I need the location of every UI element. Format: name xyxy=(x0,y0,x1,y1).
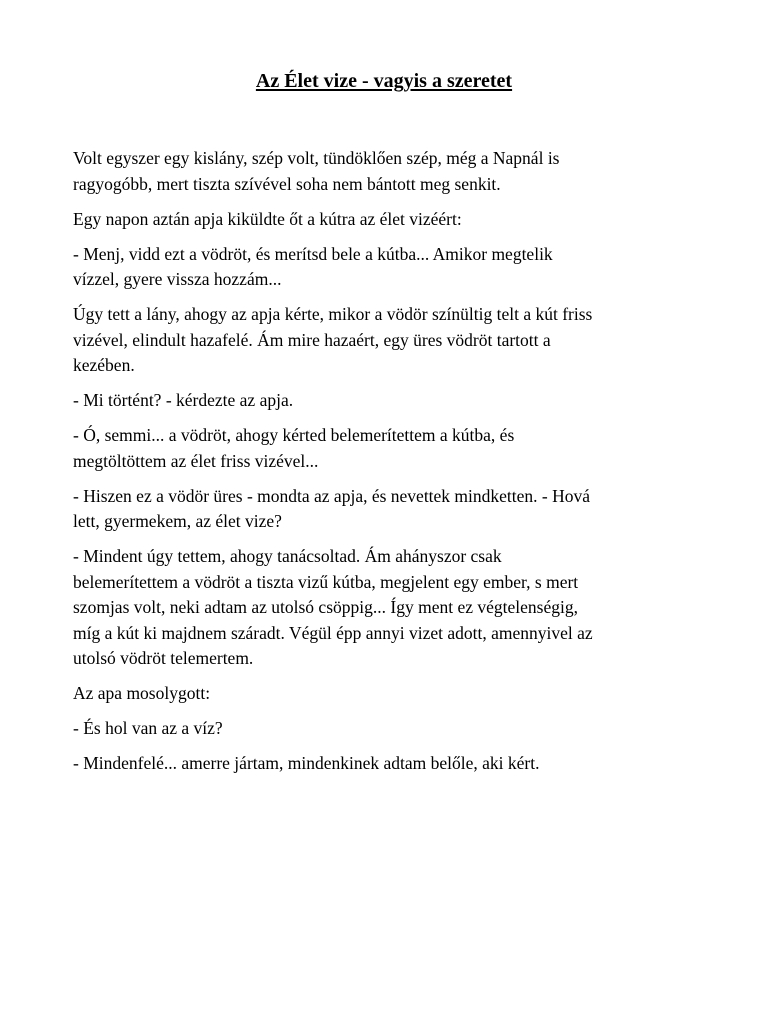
text-line: - És hol van az a víz? xyxy=(73,718,223,738)
paragraph-4 xyxy=(73,302,703,379)
paragraph-10 xyxy=(73,716,703,742)
text-line: Az apa mosolygott: xyxy=(73,683,211,703)
text-line: vízzel, gyere vissza hozzám... xyxy=(73,269,282,289)
paragraph-1 xyxy=(73,146,703,197)
paragraph-5 xyxy=(73,388,703,414)
text-line: - Mi történt? - kérdezte az apja. xyxy=(73,390,294,410)
text-line: míg a kút ki majdnem száradt. Végül épp annyi vizet adott, amennyivel az xyxy=(73,622,593,643)
paragraph-6 xyxy=(73,423,703,474)
text-line: - Hiszen ez a vödör üres - mondta az apja, és nevettek mindketten. - Hová xyxy=(73,485,591,506)
text-line: - Ó, semmi... a vödröt, ahogy kérted belemerítettem a kútba, és xyxy=(73,425,515,445)
text-line: Egy napon aztán apja kiküldte őt a kútra az élet vizéért: xyxy=(73,208,462,229)
paragraph-3 xyxy=(73,242,703,293)
text-line: - Menj, vidd ezt a vödröt, és merítsd bele a kútba... Amikor megtelik xyxy=(73,243,553,264)
text-line: - Mindent úgy tettem, ahogy tanácsoltad. Ám ahányszor csak xyxy=(73,546,502,566)
document-body xyxy=(73,146,703,786)
paragraph-2 xyxy=(73,207,703,233)
text-line: kezében. xyxy=(73,355,135,375)
text-line: megtöltöttem az élet friss vizével... xyxy=(73,450,319,471)
paragraph-8 xyxy=(73,544,703,672)
text-line: ragyogóbb, mert tiszta szívével soha nem bántott meg senkit. xyxy=(73,173,501,194)
text-line: Volt egyszer egy kislány, szép volt, tündöklően szép, még a Napnál is xyxy=(73,148,560,168)
text-line: - Mindenfelé... amerre jártam, mindenkinek adtam belőle, aki kért. xyxy=(73,753,540,773)
paragraph-9 xyxy=(73,681,703,707)
text-line: Úgy tett a lány, ahogy az apja kérte, mikor a vödör színültig telt a kút friss xyxy=(73,304,593,324)
text-line: lett, gyermekem, az élet vize? xyxy=(73,511,282,531)
paragraph-11 xyxy=(73,751,703,777)
document-title: Az Élet vize - vagyis a szeretet xyxy=(255,70,513,92)
text-line: utolsó vödröt telemertem. xyxy=(73,648,254,668)
text-line: belemerítettem a vödröt a tiszta vizű kútba, megjelent egy ember, s mert xyxy=(73,571,579,592)
text-line: szomjas volt, neki adtam az utolsó csöppig... Így ment ez végtelenségig, xyxy=(73,597,578,617)
text-line: vizével, elindult hazafelé. Ám mire hazaért, egy üres vödröt tartott a xyxy=(73,329,551,350)
paragraph-7 xyxy=(73,484,703,535)
